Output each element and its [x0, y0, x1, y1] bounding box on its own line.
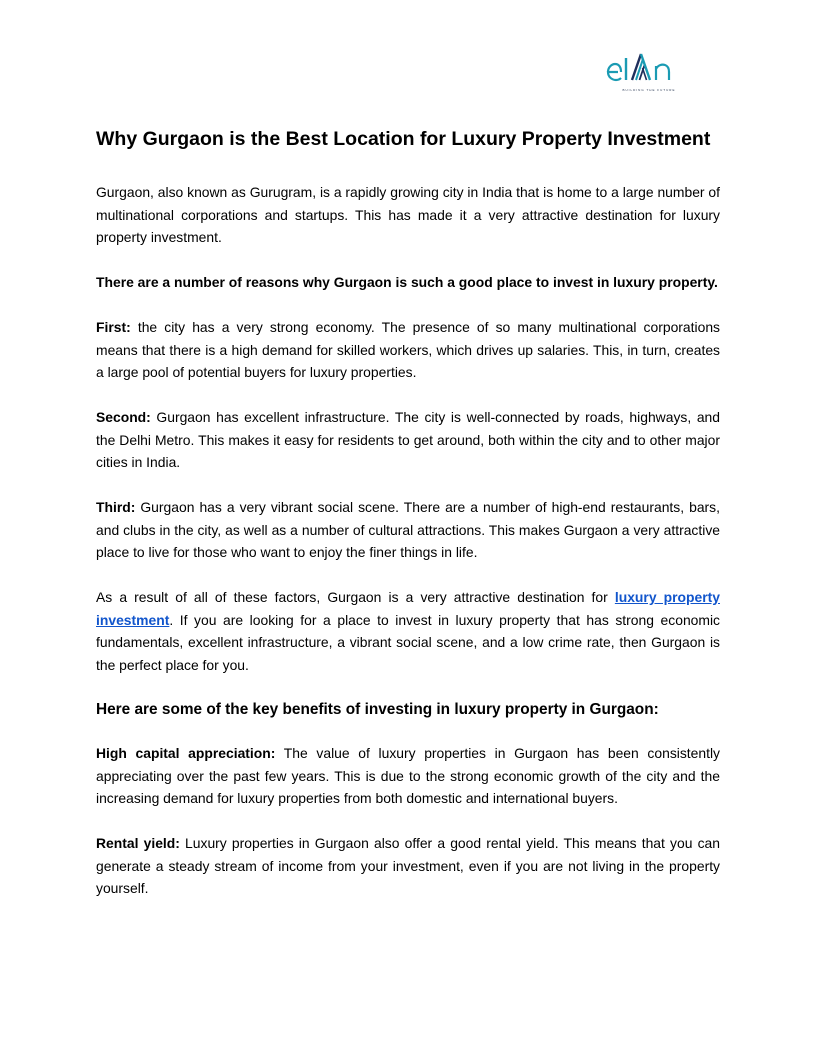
- intro-paragraph: Gurgaon, also known as Gurugram, is a rapidly growing city in India that is home to a large number of multinational corporations and startups. This has made it a very attractive destination for luxury property investment.: [96, 184, 720, 245]
- benefit-capital-appreciation-text: The value of luxury properties in Gurgaon has been consistently appreciating over the past few years. This is due to the strong economic growth of the city and the increasing demand for luxury properties from both domestic and international buyers.: [96, 745, 720, 806]
- reason-third-text: Gurgaon has a very vibrant social scene. There are a number of high-end restaurants, bars, and clubs in the city, as well as a number of cultural attractions. This makes Gurgaon a very attractive place to live for those who want to enjoy the finer things in life.: [96, 499, 720, 560]
- benefit-rental-yield-text: Luxury properties in Gurgaon also offer a good rental yield. This means that you can generate a steady stream of income from your investment, even if you are not living in the property yourself.: [96, 835, 720, 896]
- reason-third: [96, 496, 720, 564]
- benefits-heading: Here are some of the key benefits of investing in luxury property in Gurgaon:: [96, 700, 659, 718]
- conclusion-before: As a result of all of these factors, Gurgaon is a very attractive destination for: [96, 589, 615, 605]
- elan-logo-mark: [604, 50, 694, 88]
- reason-first-text: the city has a very strong economy. The presence of so many multinational corporations means that there is a high demand for skilled workers, which drives up salaries. This, in turn, creates a large pool of potential buyers for luxury properties.: [96, 319, 720, 380]
- conclusion-after: . If you are looking for a place to invest in luxury property that has strong economic fundamentals, excellent infrastructure, a vibrant social scene, and a low crime rate, then Gurgaon is the perfect place for you.: [96, 611, 720, 673]
- benefit-capital-appreciation-label: High capital appreciation:: [96, 745, 276, 761]
- reason-second-label: Second:: [96, 409, 151, 425]
- logo-tagline: BUILDING THE FUTURE: [622, 88, 676, 92]
- reason-first-label: First:: [96, 319, 131, 335]
- reasons-heading: There are a number of reasons why Gurgaon is such a good place to invest in luxury property.: [96, 274, 718, 290]
- benefit-rental-yield-label: Rental yield:: [96, 835, 180, 851]
- benefit-rental-yield: [96, 832, 720, 900]
- elan-logo: [604, 50, 694, 96]
- reason-second: [96, 406, 720, 474]
- page-title: Why Gurgaon is the Best Location for Luxury Property Investment: [96, 128, 711, 150]
- conclusion-paragraph: [96, 586, 720, 676]
- benefit-capital-appreciation: [96, 742, 720, 810]
- reason-third-label: Third:: [96, 499, 136, 515]
- article: [96, 125, 720, 922]
- reason-first: [96, 316, 720, 384]
- luxury-property-investment-link[interactable]: luxury property investment: [96, 589, 720, 628]
- reason-second-text: Gurgaon has excellent infrastructure. The city is well-connected by roads, highways, and the Delhi Metro. This makes it easy for residents to get around, both within the city and to other major cities in India.: [96, 409, 720, 470]
